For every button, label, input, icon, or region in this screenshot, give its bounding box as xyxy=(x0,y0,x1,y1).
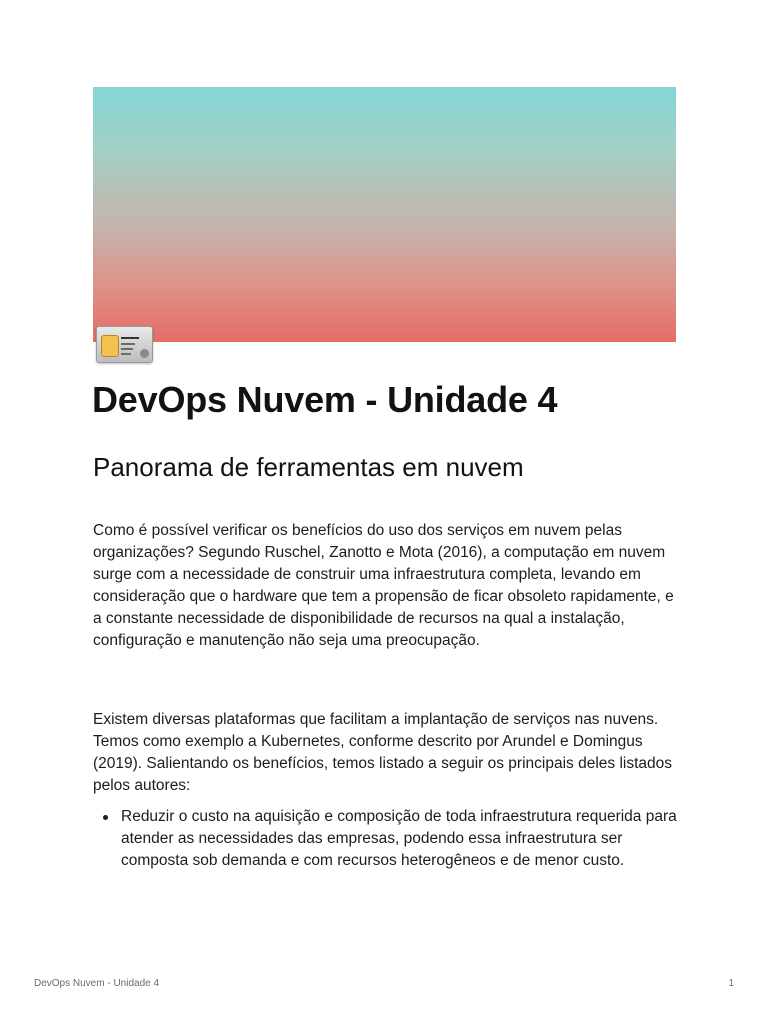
stamp-icon xyxy=(140,349,149,358)
cover-image xyxy=(93,87,676,342)
page-title: DevOps Nuvem - Unidade 4 xyxy=(92,379,558,420)
bullet-icon xyxy=(103,815,108,820)
list-item-text: Reduzir o custo na aquisição e composição de toda infraestrutura requerida para atender as necessidades das empresas, podendo essa infraestrutura ser composta sob demanda e com recursos heterogêneos e de menor custo. xyxy=(121,808,677,869)
footer-title: DevOps Nuvem - Unidade 4 xyxy=(34,978,160,989)
id-card-icon xyxy=(96,326,153,363)
page-number: 1 xyxy=(728,978,734,989)
paragraph: Como é possível verificar os benefícios do uso dos serviços em nuvem pelas organizações? Segundo Ruschel, Zanotto e Mota (2016), a computação em nuvem surge com a necessidade de construir uma infraestrutura completa, levando em consideração que o hardware que tem a propensão de ficar obsoleto rapidamente, e a constante necessidade de disponibilidade de recursos na qual a instalação, configuração e manutenção não seja uma preocupação. xyxy=(93,522,674,649)
paragraph: Existem diversas plataformas que facilitam a implantação de serviços nas nuvens. Temos como exemplo a Kubernetes, conforme descrito por Arundel e Domingus (2019). Salientando os benefícios, temos listado a seguir os principais deles listados pelos autores: xyxy=(93,711,672,794)
face-icon xyxy=(101,335,119,357)
list-item xyxy=(93,806,683,872)
section-heading: Panorama de ferramentas em nuvem xyxy=(93,452,524,482)
bullet-list xyxy=(93,806,683,872)
